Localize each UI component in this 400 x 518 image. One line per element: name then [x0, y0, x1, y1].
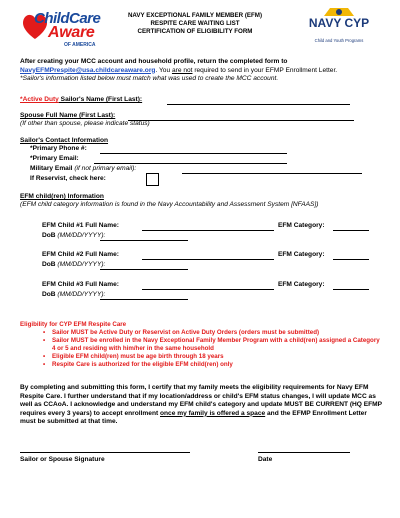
form-header	[110, 12, 280, 36]
sailor-name-label: Sailor's Name (First Last):	[58, 96, 143, 103]
child3-category-label: EFM Category:	[278, 281, 325, 288]
child3-name-field[interactable]	[142, 281, 274, 290]
navy-cyp-logo	[300, 6, 378, 50]
intro-line1: After creating your MCC account and household profile, return the completed form to	[20, 58, 288, 65]
efm-heading: EFM child(ren) Information	[20, 193, 104, 200]
header-line3: CERTIFICATION OF ELIGIBILITY FORM	[137, 28, 253, 35]
spouse-name-label: Spouse Full Name (First Last):	[20, 112, 116, 119]
navy-cyp-subtitle: Child and Youth Programs	[314, 38, 364, 43]
eligibility-item: • Sailor MUST be enrolled in the Navy Exceptional Family Member Program with a child(ren) assigned a Category 4 or 5 and residing with him/her in the same household	[52, 337, 380, 353]
child3-dob-text: DoB	[42, 291, 58, 298]
header-line2: RESPITE CARE WAITING LIST	[150, 20, 240, 27]
navy-cyp-title: NAVY CYP	[308, 16, 370, 30]
intro-block	[20, 58, 385, 84]
active-duty-label: *Active Duty	[20, 96, 59, 103]
child3-dob-field[interactable]	[100, 291, 188, 300]
signature-label: Sailor or Spouse Signature	[20, 456, 105, 463]
certification-text-b: once my family is offered a space	[160, 409, 266, 417]
child1-name-label: EFM Child #1 Full Name:	[42, 222, 119, 229]
sailor-name-field[interactable]	[167, 96, 350, 105]
eligibility-heading: Eligibility for CYP EFM Respite Care	[20, 321, 127, 328]
child1-dob-text: DoB	[42, 232, 58, 239]
header-line1: NAVY EXCEPTIONAL FAMILY MEMBER (EFM)	[127, 12, 263, 19]
spouse-name-field[interactable]	[128, 112, 354, 121]
child3-name-label: EFM Child #3 Full Name:	[42, 281, 119, 288]
intro-not-emphasis: are not	[171, 66, 193, 74]
certification-text-a: By completing and submitting this form, I certify that my family meets the eligibility requirements for Navy EFM Respite Care. I further understand that if my location/address or child's EFM status changes, I will update MCC as well as CCAoA. I acknowledge and understand my EFM child's category and update MUST BE CURRENT (HQ EFMP requires every 3 years) to accept enrollment	[20, 384, 382, 417]
child2-dob-label	[42, 261, 105, 270]
child2-dob-format: (MM/DD/YYYY):	[57, 261, 106, 268]
spouse-note: (If other than spouse, please indicate status)	[20, 120, 150, 127]
child2-dob-text: DoB	[42, 261, 58, 268]
military-email-label	[30, 165, 136, 174]
logo-line1: ChildCare	[34, 10, 101, 27]
intro-p2c: required to send in your EFMP Enrollment Letter.	[192, 66, 338, 74]
military-email-text: Military Email	[30, 165, 75, 172]
military-email-field[interactable]	[182, 165, 362, 174]
child2-category-field[interactable]	[333, 251, 369, 260]
child1-dob-field[interactable]	[100, 232, 188, 241]
intro-p2a: . You	[155, 66, 172, 74]
certification-paragraph	[20, 384, 382, 427]
eligibility-section	[20, 321, 380, 369]
child2-name-field[interactable]	[142, 251, 274, 260]
primary-email-field[interactable]	[94, 155, 287, 164]
child3-dob-format: (MM/DD/YYYY):	[57, 291, 106, 298]
child1-category-label: EFM Category:	[278, 222, 325, 229]
reservist-checkbox[interactable]	[146, 173, 159, 186]
signature-line[interactable]	[20, 452, 190, 453]
child1-dob-label	[42, 232, 105, 241]
child2-name-label: EFM Child #2 Full Name:	[42, 251, 119, 258]
child1-category-field[interactable]	[333, 222, 369, 231]
military-email-note: (if not primary email):	[74, 165, 137, 172]
child2-category-label: EFM Category:	[278, 251, 325, 258]
intro-line2	[20, 67, 385, 76]
reservist-label: If Reservist, check here:	[30, 175, 106, 182]
logo-line3: OF AMERICA	[64, 42, 96, 48]
efm-note: (EFM child category information is found in the Navy Accountability and Assessment System [NFAAS])	[20, 201, 319, 208]
child3-category-field[interactable]	[333, 281, 369, 290]
child1-name-field[interactable]	[142, 222, 274, 231]
sailor-name-row	[20, 96, 142, 105]
eligibility-item: • Sailor MUST be Active Duty or Reservist on Active Duty Orders (orders must be submitted)	[52, 329, 380, 337]
child1-dob-format: (MM/DD/YYYY):	[57, 232, 106, 239]
logo-line2: Aware	[48, 24, 95, 41]
primary-phone-label: *Primary Phone #:	[30, 145, 87, 152]
contact-heading: Sailor's Contact Information	[20, 137, 109, 144]
eligibility-item: • Eligible EFM child(ren) must be age birth through 18 years	[52, 353, 380, 361]
childcare-aware-logo	[20, 9, 106, 51]
child3-dob-label	[42, 291, 105, 300]
child2-dob-field[interactable]	[100, 261, 188, 270]
certification-text-c: and the EFMP Enrollment Letter must be submitted at that time.	[20, 409, 367, 426]
date-label: Date	[258, 456, 273, 463]
intro-note: *Sailor's information listed below must match what was used to create the MCC account.	[20, 75, 279, 83]
eligibility-list	[20, 329, 380, 369]
primary-email-label: *Primary Email:	[30, 155, 79, 162]
submission-email-link[interactable]: NavyEFMPrespite@usa.childcareaware.org	[20, 66, 156, 74]
date-line[interactable]	[258, 452, 350, 453]
primary-phone-field[interactable]	[100, 145, 287, 154]
eligibility-item: • Respite Care is authorized for the eligible EFM child(ren) only	[52, 361, 380, 369]
